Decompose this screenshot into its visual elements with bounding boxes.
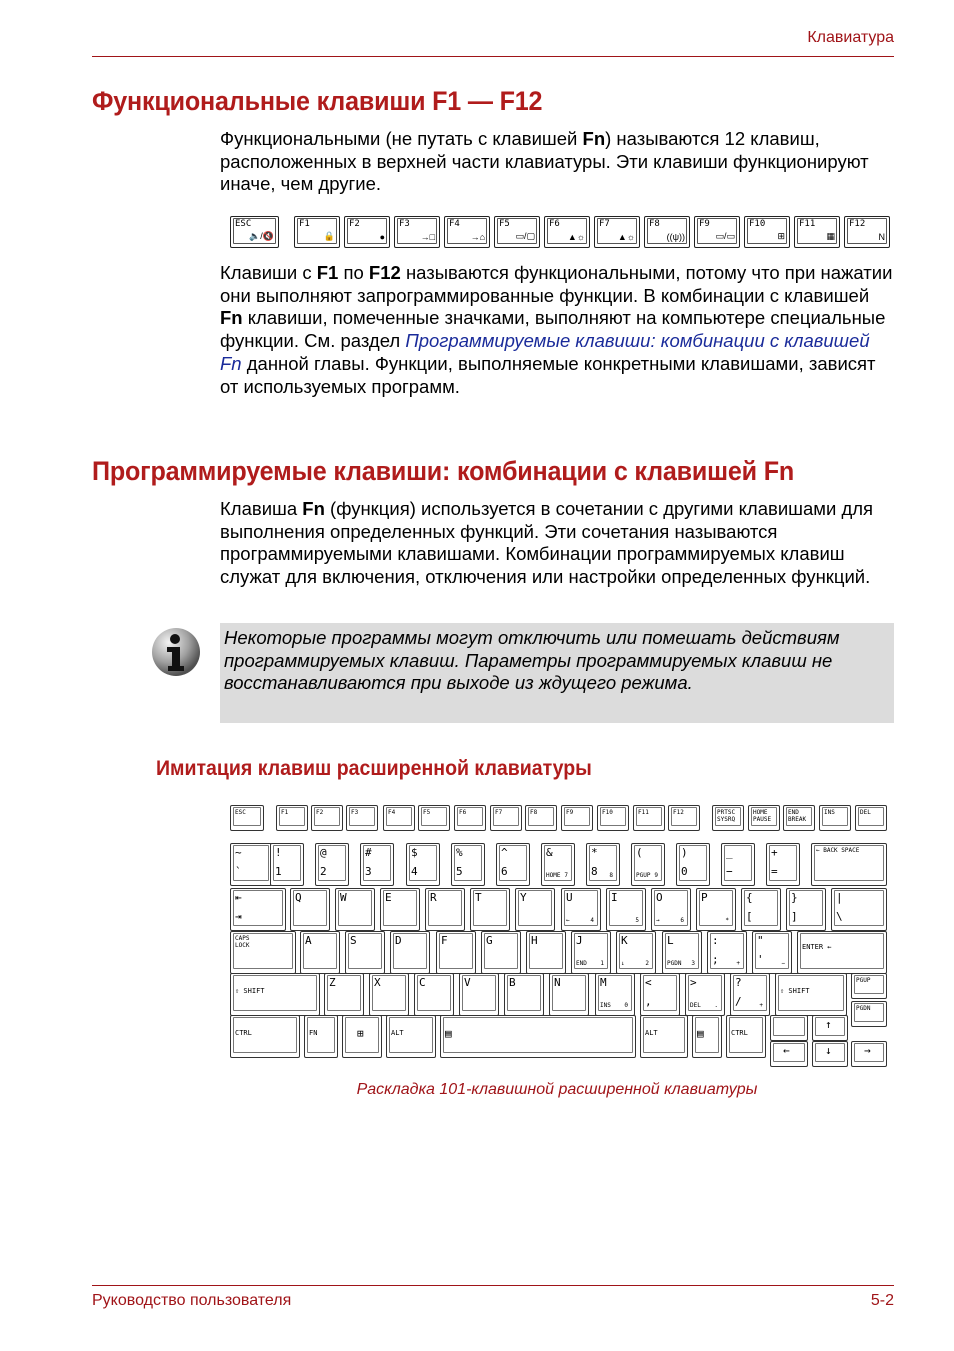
kbd-key-8: * 8 8 xyxy=(586,843,620,886)
kbd-key-prtsc: PRTSC SYSRQ xyxy=(712,805,744,831)
touchpad-icon: ▭/▭ xyxy=(715,231,735,241)
kbd-key-f6: F6 xyxy=(454,805,486,831)
kbd-key-esc: ESC xyxy=(230,805,264,831)
kbd-key-del: DEL xyxy=(855,805,887,831)
kbd-key-comma: < , xyxy=(640,973,680,1016)
kbd-key-slash: ? / + xyxy=(730,973,770,1016)
kbd-key-0: ) 0 xyxy=(676,843,710,886)
kbd-key-f3: F3 xyxy=(346,805,378,831)
key-f11: F11 ▦ xyxy=(794,216,840,248)
kbd-key-a: A xyxy=(300,931,340,974)
kbd-key-j: J END 1 xyxy=(571,931,611,974)
kbd-key-x: X xyxy=(369,973,409,1016)
kbd-key-f11: F11 xyxy=(633,805,665,831)
lock-icon: 🔒 xyxy=(323,231,335,241)
kbd-key-backslash: | \ xyxy=(831,888,887,931)
kbd-key-f12: F12 xyxy=(668,805,700,831)
kbd-key-f1: F1 xyxy=(276,805,308,831)
kbd-key-9: ( PGUP 9 xyxy=(631,843,665,886)
scroll-lock-icon: N xyxy=(878,232,885,242)
kbd-key-app xyxy=(692,1015,722,1058)
key-f12: F12 N xyxy=(844,216,890,248)
context-menu-icon: ▤ xyxy=(697,1027,704,1040)
footer-manual-title: Руководство пользователя xyxy=(92,1292,292,1309)
kbd-key-bracket-right: } ] xyxy=(786,888,826,931)
kbd-key-down xyxy=(812,1041,848,1067)
kbd-key-y: Y xyxy=(515,888,555,931)
kbd-key-enter: ENTER ← xyxy=(797,931,887,974)
note-text: Некоторые программы могут отключить или помешать действиям программируемых клавиш. Параметры программируемых клавиш не восстанавливаются при выходе из ждущего режима. xyxy=(224,627,840,694)
kbd-key-f: F xyxy=(436,931,476,974)
kbd-key-3: # 3 xyxy=(360,843,394,886)
key-f3: F3 →□ xyxy=(394,216,440,248)
key-f1: F1 🔒 xyxy=(294,216,340,248)
arrow-right-icon: → xyxy=(864,1044,871,1057)
arrow-up-icon: ↑ xyxy=(825,1018,832,1031)
key-esc: ESC 🔈/🔇 xyxy=(230,216,279,248)
kbd-key-right xyxy=(851,1041,887,1067)
kbd-key-f4: F4 xyxy=(383,805,415,831)
kbd-key-empty xyxy=(770,1015,808,1041)
key-f5: F5 ▭/▢ xyxy=(494,216,540,248)
hotkeys-section-link[interactable]: Программируемые клавиши: комбинации с клавишей Fn xyxy=(220,330,870,374)
volume-mute-icon: 🔈/🔇 xyxy=(249,231,274,241)
kbd-key-backspace: ← BACK SPACE xyxy=(811,843,887,886)
key-f7: F7 ▲☼ xyxy=(594,216,640,248)
kbd-key-f5: F5 xyxy=(418,805,450,831)
kbd-key-windows xyxy=(342,1015,382,1058)
kbd-key-f10: F10 xyxy=(597,805,629,831)
kbd-key-period: > DEL . xyxy=(685,973,725,1016)
kbd-key-alt-right: ALT xyxy=(640,1015,688,1058)
kbd-key-q: Q xyxy=(290,888,330,931)
kbd-key-k: K ↓ 2 xyxy=(616,931,656,974)
key-f10: F10 ⊞ xyxy=(744,216,790,248)
kbd-key-ctrl-left: CTRL xyxy=(230,1015,300,1058)
kbd-key-f2: F2 xyxy=(311,805,343,831)
footer-rule xyxy=(92,1285,894,1286)
kbd-key-f7: F7 xyxy=(490,805,522,831)
section-title-hotkeys: Программируемые клавиши: комбинации с клавишей Fn xyxy=(92,456,795,486)
kbd-key-5: % 5 xyxy=(451,843,485,886)
kbd-key-end: END BREAK xyxy=(783,805,815,831)
display-switch-icon: ▭/▢ xyxy=(515,231,535,241)
kbd-key-t: T xyxy=(470,888,510,931)
kbd-key-shift-right: ⇧ SHIFT xyxy=(775,973,847,1016)
kbd-key-pgdn: PGDN xyxy=(851,1001,887,1027)
section-title-function-keys: Функциональные клавиши F1 — F12 xyxy=(92,86,543,116)
header-section-title: Клавиатура xyxy=(807,29,894,46)
kbd-key-ctrl-right: CTRL xyxy=(726,1015,766,1058)
keyboard-layout-illustration xyxy=(230,805,890,1067)
kbd-key-semicolon: : ; + xyxy=(707,931,747,974)
kbd-key-shift-left: ⇧ SHIFT xyxy=(230,973,320,1016)
kbd-key-i: I 5 xyxy=(606,888,646,931)
note-box xyxy=(220,623,894,723)
kbd-key-h: H xyxy=(526,931,566,974)
kbd-key-alt-left: ALT xyxy=(386,1015,436,1058)
key-f6: F6 ▲☼ xyxy=(544,216,590,248)
kbd-key-capslock: CAPS LOCK xyxy=(230,931,296,974)
arrow-mode-icon: ⊞ xyxy=(777,231,785,241)
kbd-key-1: ! 1 xyxy=(270,843,304,886)
kbd-key-space xyxy=(440,1015,636,1058)
kbd-key-pgup: PGUP xyxy=(851,973,887,999)
kbd-key-z: Z xyxy=(324,973,364,1016)
page-number: 5-2 xyxy=(870,1292,894,1309)
hibernate-icon: →⌂ xyxy=(470,232,485,242)
power-plan-icon: ● xyxy=(379,232,385,242)
kbd-key-quote: " ' − xyxy=(752,931,792,974)
kbd-key-home: HOME PAUSE xyxy=(748,805,780,831)
kbd-key-g: G xyxy=(481,931,521,974)
kbd-key-b: B xyxy=(504,973,544,1016)
function-keys-illustration xyxy=(230,216,890,250)
key-f8: F8 ((ψ)) xyxy=(644,216,690,248)
arrow-down-icon: ↓ xyxy=(825,1044,832,1057)
kbd-key-tilde: ~ ` xyxy=(230,843,272,886)
kbd-key-bracket-left: { [ xyxy=(741,888,781,931)
brightness-up-icon: ▲☼ xyxy=(617,232,635,242)
sleep-icon: →□ xyxy=(420,232,435,242)
kbd-key-s: S xyxy=(345,931,385,974)
kbd-key-e: E xyxy=(380,888,420,931)
kbd-key-o: O → 6 xyxy=(651,888,691,931)
kbd-key-tab: ⇤ ⇥ xyxy=(230,888,286,931)
key-f9: F9 ▭/▭ xyxy=(694,216,740,248)
kbd-key-d: D xyxy=(390,931,430,974)
kbd-key-minus: _ − xyxy=(721,843,755,886)
figure-caption: Раскладка 101-клавишной расширенной клавиатуры xyxy=(356,1081,758,1098)
menu-icon: ▤ xyxy=(445,1027,452,1040)
kbd-key-2: @ 2 xyxy=(315,843,349,886)
kbd-key-7: & HOME 7 xyxy=(541,843,575,886)
subsection-title-enhanced-keyboard: Имитация клавиш расширенной клавиатуры xyxy=(156,757,592,780)
kbd-key-f8: F8 xyxy=(525,805,557,831)
kbd-key-c: C xyxy=(414,973,454,1016)
header-rule xyxy=(92,56,894,57)
arrow-left-icon: ← xyxy=(783,1044,790,1057)
kbd-key-r: R xyxy=(425,888,465,931)
kbd-key-w: W xyxy=(335,888,375,931)
kbd-key-6: ^ 6 xyxy=(496,843,530,886)
paragraph-hotkeys-intro: Клавиша Fn (функция) используется в сочетании с другими клавишами для выполнения определенных функций. Эти сочетания называются программируемыми клавишами. Комбинации программируемых клавиш служат для включения, отключения или настройки определенных функций. xyxy=(220,498,874,588)
kbd-key-u: U ← 4 xyxy=(561,888,601,931)
kbd-key-l: L PGDN 3 xyxy=(662,931,702,974)
kbd-key-n: N xyxy=(549,973,589,1016)
kbd-key-f9: F9 xyxy=(561,805,593,831)
kbd-key-v: V xyxy=(459,973,499,1016)
kbd-key-fn: FN xyxy=(304,1015,338,1058)
kbd-key-left xyxy=(770,1041,808,1067)
key-f4: F4 →⌂ xyxy=(444,216,490,248)
kbd-key-equals: + = xyxy=(766,843,800,886)
paragraph-function-keys-details: Клавиши с F1 по F12 называются функциональными, потому что при нажатии они выполняют запрограммированные функции. В комбинации с клавишей Fn клавиши, помеченные значками, выполняют на компьютере специальные функции. См. раздел Программируемые клавиши: комбинации с клавишей Fn данной главы. Функции, выполняемые конкретными клавишами, зависят от используемых программ. xyxy=(220,262,893,397)
kbd-key-up xyxy=(812,1015,848,1041)
wireless-icon: ((ψ)) xyxy=(666,232,685,242)
kbd-key-4: $ 4 xyxy=(406,843,440,886)
paragraph-function-keys-intro: Функциональными (не путать с клавишей Fn) называются 12 клавиш, расположенных в верхней части клавиатуры. Эти клавиши функционируют иначе, чем другие. xyxy=(220,128,869,195)
info-icon xyxy=(150,626,202,678)
kbd-key-m: M INS 0 xyxy=(595,973,635,1016)
windows-logo-icon: ⊞ xyxy=(357,1027,364,1040)
kbd-key-p: P * xyxy=(696,888,736,931)
kbd-key-ins: INS xyxy=(819,805,851,831)
numeric-mode-icon: ▦ xyxy=(826,231,835,241)
key-f2: F2 ● xyxy=(344,216,390,248)
brightness-down-icon: ▲☼ xyxy=(567,232,585,242)
